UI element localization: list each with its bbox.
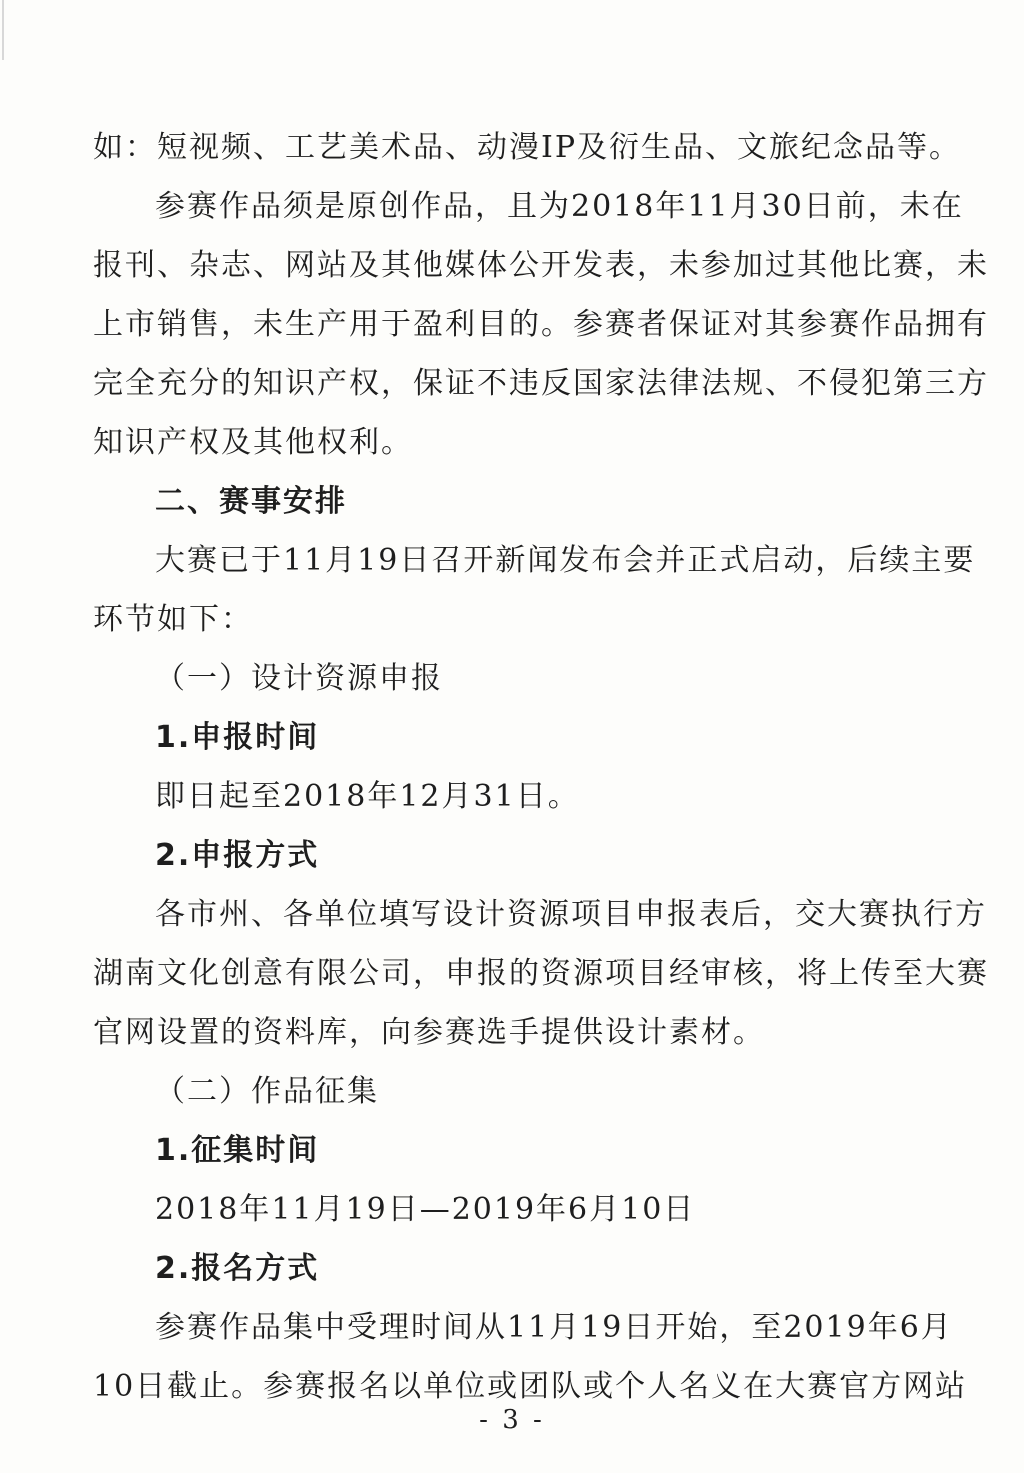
subsection-heading: （二）作品征集 <box>155 1074 379 1109</box>
paragraph-line: 参赛作品须是原创作品，且为2018年11月30日前，未在 <box>155 189 964 224</box>
paragraph-line: 官网设置的资料库，向参赛选手提供设计素材。 <box>93 1015 765 1050</box>
paragraph-line: 知识产权及其他权利。 <box>93 425 413 460</box>
item-heading: 1.申报时间 <box>155 720 320 755</box>
paragraph-line: 10日截止。参赛报名以单位或团队或个人名义在大赛官方网站 <box>93 1369 968 1404</box>
paragraph-line: 上市销售，未生产用于盈利目的。参赛者保证对其参赛作品拥有 <box>93 307 989 342</box>
document-body <box>93 118 989 1416</box>
paragraph-line: 完全充分的知识产权，保证不违反国家法律法规、不侵犯第三方 <box>93 366 989 401</box>
page-number: - 3 - <box>479 1405 545 1435</box>
item-heading: 2.申报方式 <box>155 838 320 873</box>
section-heading: 二、赛事安排 <box>155 484 347 519</box>
item-heading: 2.报名方式 <box>155 1251 320 1286</box>
paragraph-line: 如：短视频、工艺美术品、动漫IP及衍生品、文旅纪念品等。 <box>93 130 962 165</box>
paragraph-line: 大赛已于11月19日召开新闻发布会并正式启动，后续主要 <box>155 543 976 578</box>
paragraph-line: 参赛作品集中受理时间从11月19日开始，至2019年6月 <box>155 1310 953 1345</box>
paragraph-line: 报刊、杂志、网站及其他媒体公开发表，未参加过其他比赛，未 <box>93 248 989 283</box>
paragraph-line: 即日起至2018年12月31日。 <box>155 779 580 814</box>
paragraph-line: 湖南文化创意有限公司，申报的资源项目经审核，将上传至大赛 <box>93 956 989 991</box>
paragraph-line: 各市州、各单位填写设计资源项目申报表后，交大赛执行方 <box>155 897 987 932</box>
scan-edge-mark <box>2 0 4 60</box>
paragraph-line: 2018年11月19日—2019年6月10日 <box>155 1192 696 1227</box>
item-heading: 1.征集时间 <box>155 1133 320 1168</box>
subsection-heading: （一）设计资源申报 <box>155 661 443 696</box>
paragraph-line: 环节如下： <box>93 602 253 637</box>
